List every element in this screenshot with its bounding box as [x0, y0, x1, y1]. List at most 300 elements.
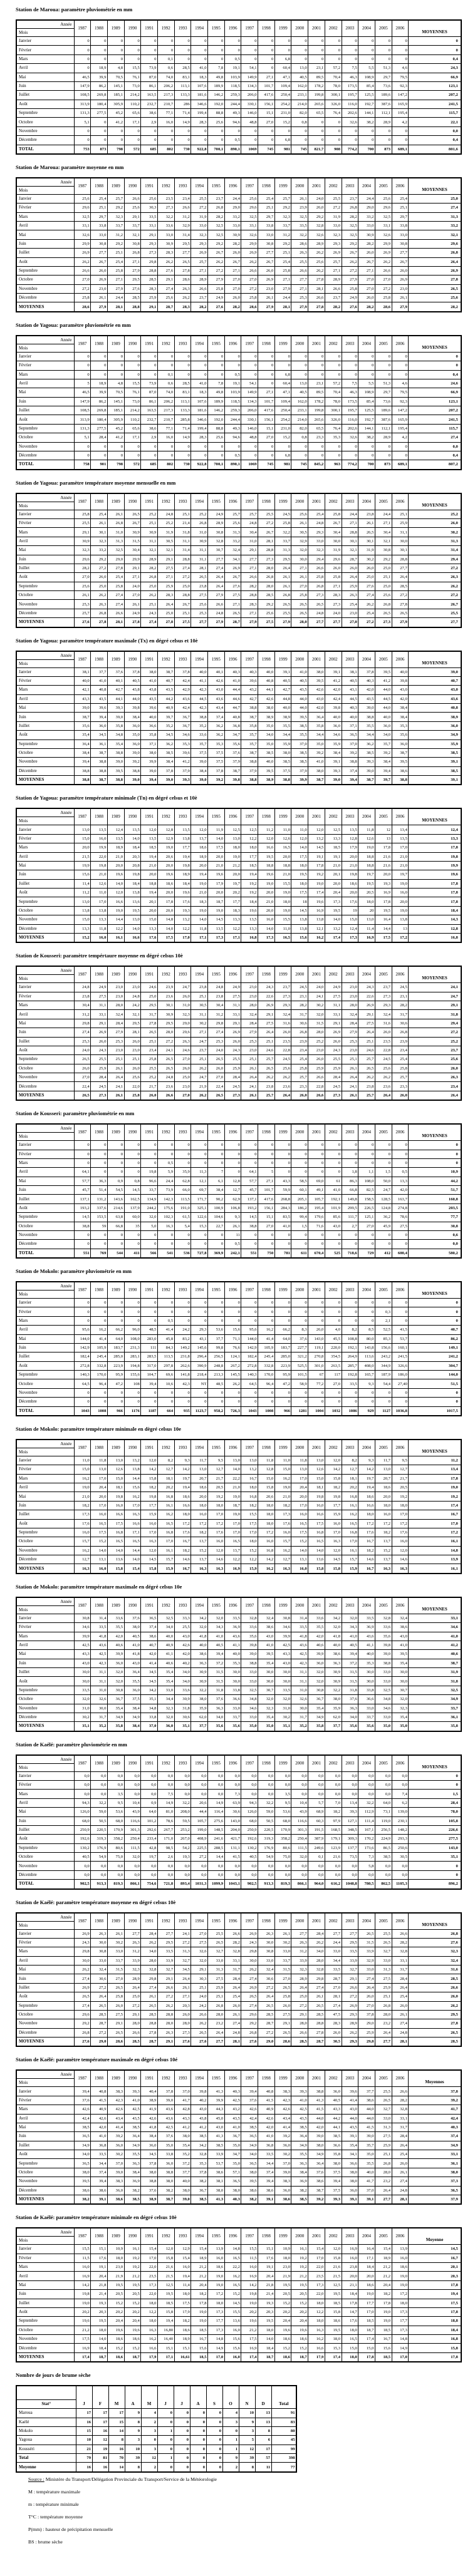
data-cell: 26,0: [325, 1037, 342, 1046]
data-cell: 25,8: [107, 582, 124, 590]
data-cell: 33,0: [375, 1668, 392, 1677]
data-cell: 25,4: [392, 1055, 409, 1064]
month-label-cell: Avril: [16, 1010, 74, 1019]
data-cell: 41,5: [258, 2096, 275, 2105]
data-cell: 26,8: [308, 582, 325, 590]
data-cell: 108,9: [358, 73, 375, 81]
data-cell: 16,1: [157, 1501, 174, 1510]
data-cell: 25,7: [74, 609, 91, 617]
data-cell: 43,3: [274, 1650, 291, 1659]
data-cell: 96,4: [258, 1379, 275, 1388]
data-cell: 17,3: [208, 2326, 225, 2334]
data-cell: 29,1: [241, 546, 258, 555]
data-cell: 15,8: [141, 1474, 158, 1483]
data-cell: 21,5: [157, 2272, 174, 2280]
data-cell: 41,4: [258, 1334, 275, 1343]
data-cell: 24,2: [174, 1326, 191, 1334]
data-cell: 28,9: [141, 555, 158, 564]
table-row: [16, 915, 461, 924]
data-cell: 53,6: [274, 1808, 291, 1816]
data-cell: 13,0: [358, 915, 375, 924]
data-cell: 0: [124, 1307, 141, 1316]
table-row: [16, 2317, 461, 2326]
average-cell: 86,2: [409, 1334, 461, 1343]
data-cell: 39,7: [157, 713, 174, 721]
data-cell: 0: [91, 370, 108, 379]
data-cell: 36,9: [224, 1623, 241, 1632]
data-cell: 22,8: [274, 1046, 291, 1054]
month-label-cell: Octobre: [16, 1379, 74, 1388]
data-cell: 32,2: [174, 1798, 191, 1807]
year-header-cell: 1988: [91, 1913, 108, 1930]
data-cell: 26,2: [308, 266, 325, 275]
data-cell: 34,6: [274, 1623, 291, 1632]
data-cell: 85,3: [375, 1334, 392, 1343]
data-cell: 35,6: [224, 739, 241, 748]
data-cell: 41,2: [191, 2123, 208, 2131]
data-cell: 35,5: [124, 2150, 141, 2159]
data-cell: 754,6: [141, 1880, 158, 1889]
month-label-cell: Août: [16, 731, 74, 739]
table-row: [16, 2096, 461, 2105]
data-cell: 26,5: [241, 1992, 258, 2001]
data-cell: 299,5: [342, 1203, 358, 1212]
averages-header-cell: MOYENNES: [409, 1282, 461, 1299]
data-cell: 42,3: [274, 2096, 291, 2105]
table-row: [16, 212, 461, 221]
data-cell: 189,6: [375, 406, 392, 415]
data-cell: 6,8: [274, 136, 291, 145]
data-cell: 36,0: [274, 2141, 291, 2150]
data-cell: 26,0: [258, 266, 275, 275]
data-cell: 26,0: [274, 1028, 291, 1037]
data-cell: 27,7: [91, 249, 108, 257]
data-cell: 25,1: [191, 992, 208, 1001]
data-cell: 16,7: [241, 1474, 258, 1483]
data-cell: 7,8: [208, 379, 225, 388]
year-header-cell: 2005: [375, 2228, 392, 2245]
data-cell: 3,5: [274, 1790, 291, 1798]
data-cell: 0: [241, 352, 258, 361]
year-header-cell: 1994: [191, 651, 208, 668]
data-cell: 27,9: [392, 302, 409, 312]
data-cell: 15,0: [74, 915, 91, 924]
data-cell: 33,5: [358, 1614, 375, 1622]
data-cell: 16,3: [208, 1564, 225, 1574]
data-cell: 16,5: [224, 1537, 241, 1546]
data-cell: 65,5: [308, 109, 325, 118]
data-cell: 11,7: [375, 1456, 392, 1465]
data-cell: 0: [375, 361, 392, 370]
data-cell: 14,0: [258, 2335, 275, 2344]
data-cell: 26,2: [141, 591, 158, 600]
data-cell: 23,3: [308, 433, 325, 442]
data-cell: 39,5: [392, 758, 409, 766]
data-cell: 798: [107, 460, 124, 470]
data-cell: 29,1: [107, 2019, 124, 2028]
data-cell: 156,1: [258, 415, 275, 424]
data-cell: 26,2: [74, 257, 91, 266]
data-cell: 18,5: [191, 2352, 208, 2362]
data-cell: 38,2: [74, 2195, 91, 2204]
data-cell: 0,0: [258, 1771, 275, 1780]
data-cell: 27,7: [375, 2195, 392, 2204]
data-cell: 27,9: [342, 276, 358, 284]
data-cell: 1069: [241, 145, 258, 154]
data-cell: 13,6: [124, 897, 141, 906]
data-cell: 70,5: [107, 388, 124, 397]
data-cell: 18,5: [325, 2299, 342, 2307]
data-cell: 0: [241, 54, 258, 63]
data-cell: 4,8: [107, 64, 124, 73]
data-cell: 23,7: [342, 194, 358, 203]
data-cell: 18,0: [191, 1501, 208, 1510]
year-header-cell: 1987: [74, 808, 91, 825]
data-cell: 38,7: [241, 748, 258, 757]
data-cell: 36,0: [342, 2186, 358, 2195]
data-cell: 39,4: [74, 758, 91, 766]
data-cell: 41,2: [375, 676, 392, 685]
data-cell: 141,8: [174, 1371, 191, 1379]
data-cell: 27,3: [375, 618, 392, 627]
data-cell: 19,6: [308, 897, 325, 906]
data-cell: 25,1: [107, 249, 124, 257]
data-cell: 38,0: [174, 2186, 191, 2195]
data-cell: 37,5: [325, 2186, 342, 2195]
station-table: [16, 808, 462, 943]
data-cell: 18,6: [325, 2317, 342, 2326]
data-cell: 33,6: [191, 731, 208, 739]
data-cell: 4,6: [392, 379, 409, 388]
data-cell: 34,6: [174, 731, 191, 739]
data-cell: 39,4: [342, 776, 358, 785]
data-cell: 39,2: [274, 2132, 291, 2141]
average-cell: 17,8: [409, 889, 461, 897]
data-cell: 28,5: [291, 2038, 308, 2047]
table-row: [16, 424, 461, 433]
data-cell: 12,5: [325, 2280, 342, 2289]
year-header-cell: 1998: [258, 2228, 275, 2245]
month-label-cell: Mars: [16, 1632, 74, 1641]
data-cell: 30,1: [392, 546, 409, 555]
table-row: [16, 1880, 461, 1889]
data-cell: 66,0: [174, 1186, 191, 1195]
data-cell: 23,0: [342, 609, 358, 617]
table-title: Station de Yagoua: paramètre température maximale (Tx) en dégré celsus et 10è: [16, 637, 198, 644]
data-cell: 35,0: [157, 2141, 174, 2150]
data-cell: 24,5: [274, 510, 291, 518]
data-cell: 0: [74, 64, 91, 73]
data-cell: 15,0: [74, 834, 91, 843]
data-cell: 46,5: [74, 73, 91, 81]
table-row: [16, 1650, 461, 1659]
data-cell: 0: [191, 1240, 208, 1249]
average-cell: 160,8: [409, 1195, 461, 1203]
month-label-cell: Août: [16, 2307, 74, 2316]
month-label-cell: Mai: [16, 1492, 74, 1501]
month-label-cell: MOYENNES: [16, 776, 74, 785]
data-cell: 19,0: [191, 2317, 208, 2326]
data-cell: 92,3: [392, 397, 409, 406]
data-cell: 0,0: [375, 1870, 392, 1879]
data-cell: 13,2: [241, 1465, 258, 1474]
data-cell: 958,2: [208, 1406, 225, 1416]
data-cell: 28,5: [124, 294, 141, 302]
corner-cell: [16, 493, 74, 510]
data-cell: 25,7: [258, 1055, 275, 1064]
average-cell: 36,1: [409, 1713, 461, 1721]
data-cell: 248,8: [208, 1361, 225, 1370]
data-cell: 218,4: [191, 1371, 208, 1379]
data-cell: 0,0: [325, 1870, 342, 1879]
average-cell: 20,1: [409, 2263, 461, 2272]
data-cell: 28,9: [291, 1974, 308, 1983]
data-cell: 0,0: [325, 1862, 342, 1870]
data-cell: 26,0: [91, 1037, 108, 1046]
average-cell: 16,8: [409, 933, 461, 942]
data-cell: 21,7: [208, 1474, 225, 1483]
data-cell: 34,0: [308, 1947, 325, 1956]
data-cell: 22,0: [124, 1082, 141, 1091]
data-cell: 23,0: [174, 1082, 191, 1091]
month-label-cell: Octobre: [16, 2010, 74, 2019]
data-cell: 0,0: [157, 1870, 174, 1879]
station-section: [16, 164, 461, 312]
data-cell: 700: [358, 145, 375, 154]
year-header-cell: 1996: [224, 493, 241, 510]
data-cell: 15,0: [308, 1474, 325, 1483]
data-cell: 17,3: [325, 897, 342, 906]
data-cell: 140,3: [241, 1371, 258, 1379]
data-cell: 39,0: [358, 2132, 375, 2141]
average-cell: 25,2: [409, 1037, 461, 1046]
average-cell: 27,2: [409, 591, 461, 600]
data-cell: 34,2: [191, 2141, 208, 2150]
month-label-cell: Novembre: [16, 2019, 74, 2028]
table-row: [16, 676, 461, 685]
data-cell: 19,8: [107, 1492, 124, 1501]
data-cell: 23,0: [241, 983, 258, 992]
data-cell: 0: [258, 1141, 275, 1150]
data-cell: 29,1: [258, 1010, 275, 1019]
data-cell: 21,4: [258, 2290, 275, 2299]
data-cell: 572: [124, 145, 141, 154]
data-cell: 0,0: [308, 1870, 325, 1879]
table-row: [16, 1808, 461, 1816]
data-cell: 39,0: [157, 2096, 174, 2105]
data-cell: 18,7: [358, 2326, 375, 2334]
data-cell: 28,3: [174, 302, 191, 312]
data-cell: 0: [375, 1158, 392, 1167]
month-initial-header-cell: J: [157, 2386, 174, 2409]
data-cell: 13,1: [291, 1555, 308, 1564]
data-cell: 27,7: [392, 564, 409, 572]
data-cell: 26,2: [174, 294, 191, 302]
data-cell: 30,5: [191, 1001, 208, 1010]
data-cell: 16,5: [224, 2254, 241, 2262]
data-cell: 25,8: [274, 519, 291, 528]
data-cell: 25,4: [107, 573, 124, 582]
table-row: [16, 1371, 461, 1379]
year-header-cell: 1995: [208, 336, 225, 353]
data-cell: 38,0: [141, 748, 158, 757]
average-cell: 16,7: [409, 2254, 461, 2262]
data-cell: 23,0: [107, 992, 124, 1001]
month-label-cell: Novembre: [16, 600, 74, 609]
table-row: [16, 1474, 461, 1483]
data-cell: 27,7: [325, 1929, 342, 1938]
data-cell: 19,0: [258, 879, 275, 888]
table-row: [16, 1141, 461, 1150]
data-cell: 18,0: [325, 2335, 342, 2344]
data-cell: 12,0: [141, 1546, 158, 1555]
data-cell: 27,1: [325, 266, 342, 275]
data-cell: 146,0: [241, 109, 258, 118]
data-cell: 0: [174, 1398, 191, 1406]
month-label-cell: Avril: [16, 64, 74, 73]
data-cell: 0: [258, 126, 275, 135]
data-cell: 15,6: [375, 2344, 392, 2352]
data-cell: 13,5: [91, 825, 108, 834]
averages-header-cell: MOYENNES: [409, 1597, 461, 1614]
data-cell: 29,7: [258, 212, 275, 221]
data-cell: 25,7: [258, 1091, 275, 1100]
data-cell: 41,5: [224, 1853, 241, 1862]
data-cell: 14,9: [392, 2344, 409, 2352]
average-cell: 32,5: [409, 1686, 461, 1694]
data-cell: 27,7: [124, 1929, 141, 1938]
data-cell: 133,3: [174, 91, 191, 100]
month-label-cell: Février: [16, 361, 74, 370]
data-cell: 26,0: [224, 1037, 241, 1046]
data-cell: 39,4: [342, 1650, 358, 1659]
data-cell: 0: [258, 1388, 275, 1397]
data-cell: 18,6: [107, 2335, 124, 2344]
data-cell: 25,1: [191, 1055, 208, 1064]
data-cell: 40,1: [107, 676, 124, 685]
year-header-cell: 1989: [107, 651, 124, 668]
data-cell: 0: [157, 361, 174, 370]
data-cell: 33,8: [141, 1713, 158, 1721]
year-header-cell: 1992: [157, 1440, 174, 1456]
data-cell: 25,7: [241, 510, 258, 518]
data-cell: 33,8: [392, 222, 409, 230]
data-cell: 30,2: [308, 1001, 325, 1010]
average-cell: 226,6: [409, 1825, 461, 1834]
data-cell: 30,0: [74, 1956, 91, 1965]
data-cell: 163,5: [141, 91, 158, 100]
data-cell: 16,0: [224, 2352, 241, 2362]
data-cell: 26,5: [274, 600, 291, 609]
data-cell: 25,1: [342, 1055, 358, 1064]
data-cell: 25,0: [141, 992, 158, 1001]
data-cell: 14,0: [325, 915, 342, 924]
data-cell: 14,0: [107, 879, 124, 888]
year-header-cell: 1998: [258, 1440, 275, 1456]
data-cell: 0: [157, 451, 174, 460]
data-cell: 33,9: [342, 1956, 358, 1965]
data-cell: 32,0: [157, 1713, 174, 1721]
data-cell: 34,4: [325, 1956, 342, 1965]
data-cell: 18,4: [241, 897, 258, 906]
year-header-cell: 2001: [308, 1755, 325, 1772]
data-cell: 14,0: [91, 1546, 108, 1555]
data-cell: 26,3: [342, 591, 358, 600]
data-cell: 17,3: [342, 933, 358, 942]
year-header-cell: 1993: [174, 2228, 191, 2245]
data-cell: 21,0: [258, 897, 275, 906]
data-cell: 42,5: [157, 2123, 174, 2131]
data-cell: 17,2: [392, 933, 409, 942]
station-table: [16, 966, 462, 1101]
data-cell: 0: [141, 1299, 158, 1307]
table-title: Station de Kaélé: paramètre température maximale en dégré celsus 10é: [16, 2056, 178, 2063]
year-header-cell: 1991: [141, 1124, 158, 1141]
data-cell: 16,0: [308, 1501, 325, 1510]
data-cell: 21,0: [325, 861, 342, 870]
year-header-cell: 1999: [274, 493, 291, 510]
data-cell: 25,7: [291, 1073, 308, 1082]
data-cell: 15,5: [274, 915, 291, 924]
data-cell: 57,2: [325, 379, 342, 388]
data-cell: 0: [124, 1398, 141, 1406]
data-cell: 27,5: [191, 1938, 208, 1947]
data-cell: 30,9: [157, 1010, 174, 1019]
data-cell: 25,4: [258, 194, 275, 203]
data-cell: 12,7: [208, 1465, 225, 1474]
table-row: [16, 91, 461, 100]
data-cell: 23,1: [291, 992, 308, 1001]
data-cell: 25,1: [392, 204, 409, 212]
data-cell: 15,8: [325, 1564, 342, 1574]
data-cell: 29,3: [325, 239, 342, 248]
data-cell: 31,2: [208, 1010, 225, 1019]
data-cell: 137,9: [124, 1203, 141, 1212]
year-header-cell: 2004: [358, 20, 375, 37]
data-cell: 195,4: [392, 109, 409, 118]
year-header-cell: 1998: [258, 2070, 275, 2087]
data-cell: 16,5: [342, 2335, 358, 2344]
data-cell: 0: [241, 1316, 258, 1325]
data-cell: 0: [107, 1150, 124, 1158]
data-cell: 25,5: [291, 257, 308, 266]
data-cell: 27,8: [91, 618, 108, 627]
data-cell: 21,2: [375, 2272, 392, 2280]
data-cell: 39,6: [141, 704, 158, 713]
data-cell: 29,4: [308, 555, 325, 564]
data-cell: 0: [375, 1240, 392, 1249]
data-cell: 28,6: [274, 2038, 291, 2047]
data-cell: 43,5: [291, 2114, 308, 2123]
station-section: [16, 1584, 461, 1732]
data-cell: 16,0: [291, 1510, 308, 1519]
month-label-cell: Juillet: [16, 2141, 74, 2150]
data-cell: 45,9: [375, 1222, 392, 1230]
data-cell: 30,9: [157, 239, 174, 248]
data-cell: 0,0: [224, 1870, 241, 1879]
data-cell: 0: [392, 136, 409, 145]
data-cell: 54,2: [174, 1843, 191, 1852]
year-header-cell: 1998: [258, 336, 275, 353]
data-cell: 27,4: [358, 1974, 375, 1983]
year-header-cell: 1993: [174, 1440, 191, 1456]
data-cell: 0: [274, 1150, 291, 1158]
data-cell: 19,4: [241, 870, 258, 879]
data-cell: 0,0: [291, 1862, 308, 1870]
data-cell: 19,0: [274, 906, 291, 915]
data-cell: 38,0: [308, 667, 325, 676]
data-cell: 0,0: [241, 1790, 258, 1798]
